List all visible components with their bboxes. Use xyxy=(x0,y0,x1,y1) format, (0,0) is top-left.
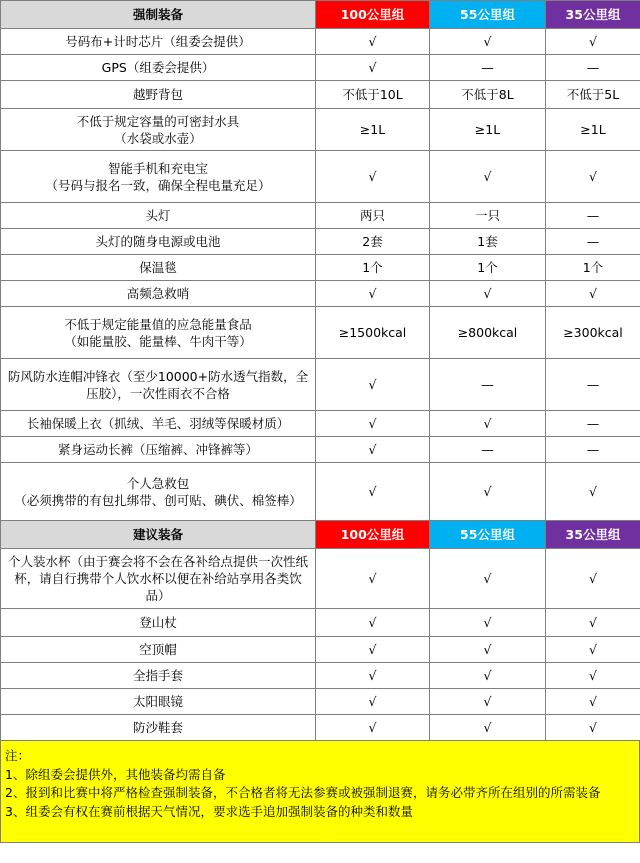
table-row xyxy=(1,609,640,637)
value-55km: √ xyxy=(430,549,546,609)
value-35km: √ xyxy=(546,609,640,637)
header-group-100km: 100公里组 xyxy=(316,521,430,549)
table-row xyxy=(1,549,640,609)
item-name: 保温毯 xyxy=(1,255,316,281)
item-name: 长袖保暖上衣（抓绒、羊毛、羽绒等保暖材质） xyxy=(1,411,316,437)
item-name: 全指手套 xyxy=(1,663,316,689)
table-row xyxy=(1,307,640,359)
item-name: 登山杖 xyxy=(1,609,316,637)
item-name: 防风防水连帽冲锋衣（至少10000+防水透气指数，全压胶），一次性雨衣不合格 xyxy=(1,359,316,411)
item-name: 头灯的随身电源或电池 xyxy=(1,229,316,255)
value-55km: √ xyxy=(430,463,546,521)
value-100km: 2套 xyxy=(316,229,430,255)
table-row xyxy=(1,55,640,81)
value-55km: 1套 xyxy=(430,229,546,255)
value-55km: √ xyxy=(430,689,546,715)
suggested-section xyxy=(1,521,640,741)
value-35km: √ xyxy=(546,463,640,521)
value-100km: ≥1500kcal xyxy=(316,307,430,359)
value-55km: √ xyxy=(430,609,546,637)
table-row xyxy=(1,637,640,663)
value-100km: 1个 xyxy=(316,255,430,281)
value-35km: √ xyxy=(546,637,640,663)
item-name: 号码布+计时芯片（组委会提供） xyxy=(1,29,316,55)
table-row xyxy=(1,203,640,229)
value-100km: √ xyxy=(316,281,430,307)
value-100km: √ xyxy=(316,663,430,689)
item-name: 防沙鞋套 xyxy=(1,715,316,741)
value-35km: √ xyxy=(546,689,640,715)
value-35km: ≥1L xyxy=(546,109,640,151)
table-row xyxy=(1,109,640,151)
item-name: 太阳眼镜 xyxy=(1,689,316,715)
item-name: 不低于规定容量的可密封水具 （水袋或水壶） xyxy=(1,109,316,151)
table-row xyxy=(1,29,640,55)
note-line: 2、报到和比赛中将严格检查强制装备，不合格者将无法参赛或被强制退赛，请务必带齐所在组别的所需装备 xyxy=(5,785,601,801)
value-35km: √ xyxy=(546,663,640,689)
value-35km: √ xyxy=(546,549,640,609)
value-55km: √ xyxy=(430,411,546,437)
header-group-35km: 35公里组 xyxy=(546,521,640,549)
value-100km: √ xyxy=(316,689,430,715)
value-100km: √ xyxy=(316,609,430,637)
value-35km: — xyxy=(546,437,640,463)
table-row xyxy=(1,715,640,741)
notes-title: 注： xyxy=(5,748,31,763)
table-row xyxy=(1,437,640,463)
value-35km: √ xyxy=(546,151,640,203)
item-name: 个人装水杯（由于赛会将不会在各补给点提供一次性纸杯，请自行携带个人饮水杯以便在补给站享用各类饮品） xyxy=(1,549,316,609)
value-55km: 一只 xyxy=(430,203,546,229)
value-100km: √ xyxy=(316,151,430,203)
table-row xyxy=(1,281,640,307)
item-name: GPS（组委会提供） xyxy=(1,55,316,81)
table-row xyxy=(1,255,640,281)
table-row xyxy=(1,359,640,411)
note-line: 3、组委会有权在赛前根据天气情况，要求选手追加强制装备的种类和数量 xyxy=(5,803,413,819)
value-55km: 1个 xyxy=(430,255,546,281)
item-name: 空顶帽 xyxy=(1,637,316,663)
header-group-55km: 55公里组 xyxy=(430,1,546,29)
table-row xyxy=(1,463,640,521)
item-name: 个人急救包 （必须携带的有包扎绑带、创可贴、碘伏、棉签棒） xyxy=(1,463,316,521)
value-100km: 两只 xyxy=(316,203,430,229)
header-group-55km: 55公里组 xyxy=(430,521,546,549)
header-group-100km: 100公里组 xyxy=(316,1,430,29)
value-35km: — xyxy=(546,359,640,411)
value-35km: 1个 xyxy=(546,255,640,281)
value-35km: 不低于5L xyxy=(546,81,640,109)
value-35km: — xyxy=(546,55,640,81)
item-name: 紧身运动长裤（压缩裤、冲锋裤等） xyxy=(1,437,316,463)
value-35km: √ xyxy=(546,29,640,55)
table-row xyxy=(1,151,640,203)
value-55km: — xyxy=(430,55,546,81)
item-name: 头灯 xyxy=(1,203,316,229)
value-100km: ≥1L xyxy=(316,109,430,151)
value-100km: √ xyxy=(316,437,430,463)
table-row xyxy=(1,229,640,255)
value-100km: 不低于10L xyxy=(316,81,430,109)
value-100km: √ xyxy=(316,29,430,55)
value-100km: √ xyxy=(316,549,430,609)
value-55km: √ xyxy=(430,281,546,307)
value-100km: √ xyxy=(316,55,430,81)
item-name: 智能手机和充电宝 （号码与报名一致，确保全程电量充足） xyxy=(1,151,316,203)
value-35km: — xyxy=(546,229,640,255)
required-header-row xyxy=(1,1,640,29)
table-row xyxy=(1,663,640,689)
value-100km: √ xyxy=(316,637,430,663)
note-line: 1、除组委会提供外，其他装备均需自备 xyxy=(5,766,226,782)
value-55km: ≥1L xyxy=(430,109,546,151)
value-35km: ≥300kcal xyxy=(546,307,640,359)
value-100km: √ xyxy=(316,359,430,411)
value-100km: √ xyxy=(316,411,430,437)
value-55km: — xyxy=(430,437,546,463)
value-100km: √ xyxy=(316,715,430,741)
item-name: 不低于规定能量值的应急能量食品 （如能量胶、能量棒、牛肉干等） xyxy=(1,307,316,359)
value-55km: — xyxy=(430,359,546,411)
item-name: 越野背包 xyxy=(1,81,316,109)
notes-box xyxy=(0,741,640,843)
required-section xyxy=(1,1,640,521)
value-35km: √ xyxy=(546,281,640,307)
suggested-section-title: 建议装备 xyxy=(1,521,316,549)
value-35km: — xyxy=(546,411,640,437)
value-55km: 不低于8L xyxy=(430,81,546,109)
value-35km: — xyxy=(546,203,640,229)
table-row xyxy=(1,81,640,109)
value-55km: √ xyxy=(430,29,546,55)
value-55km: √ xyxy=(430,637,546,663)
value-55km: ≥800kcal xyxy=(430,307,546,359)
suggested-header-row xyxy=(1,521,640,549)
value-55km: √ xyxy=(430,715,546,741)
header-group-35km: 35公里组 xyxy=(546,1,640,29)
item-name: 高频急救哨 xyxy=(1,281,316,307)
value-100km: √ xyxy=(316,463,430,521)
table-row xyxy=(1,689,640,715)
value-55km: √ xyxy=(430,663,546,689)
required-section-title: 强制装备 xyxy=(1,1,316,29)
value-35km: √ xyxy=(546,715,640,741)
table-row xyxy=(1,411,640,437)
value-55km: √ xyxy=(430,151,546,203)
